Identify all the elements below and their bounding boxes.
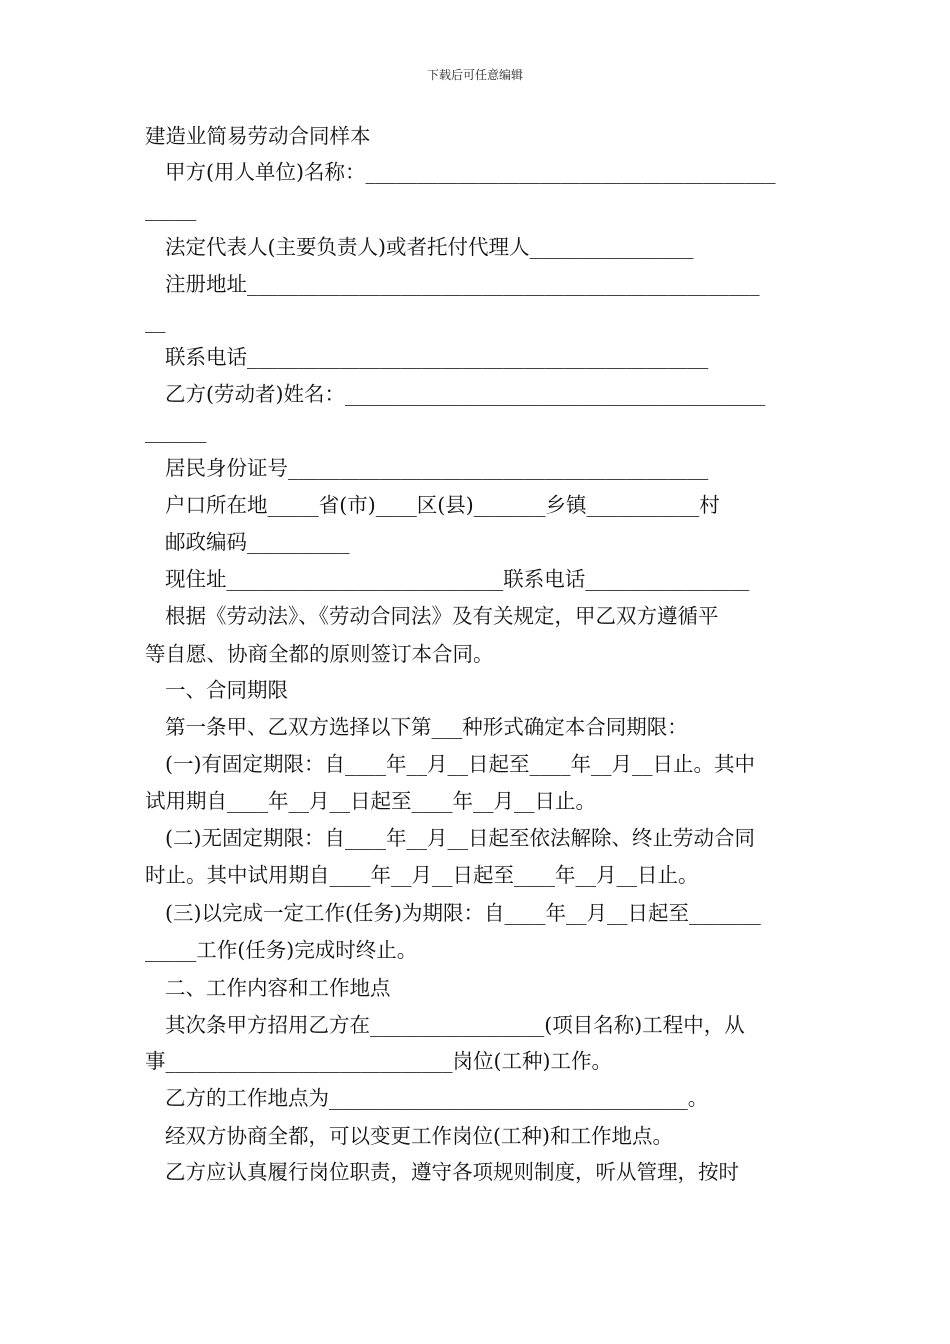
postal-code-line: 邮政编码__________	[165, 530, 350, 554]
party-a-phone-line: 联系电话_____________________________________________	[165, 345, 709, 369]
work-location-line: 乙方的工作地点为___________________________________。	[165, 1086, 709, 1110]
party-a-name-continuation: _____	[145, 197, 197, 221]
article-one-line: 第一条甲、乙双方选择以下第___种形式确定本合同期限：	[165, 715, 688, 739]
legal-representative-line: 法定代表人(主要负责人)或者托付代理人________________	[165, 235, 694, 259]
article-two-line-2: 事____________________________岗位(工种)工作。	[145, 1049, 612, 1073]
open-term-line-2: 时止。其中试用期自____年__月__日起至____年__月__日止。	[145, 863, 699, 887]
registered-address-line: 注册地址__________________________________________________	[165, 272, 760, 296]
section-heading-contract-term: 一、合同期限	[165, 678, 288, 702]
party-a-name-line: 甲方(用人单位)名称：________________________________________	[165, 160, 776, 184]
current-address-line: 现住址___________________________联系电话________________	[165, 567, 750, 591]
party-b-name-continuation: ______	[145, 419, 207, 443]
document-title: 建造业简易劳动合同样本	[145, 124, 371, 148]
page-header: 下载后可任意编辑	[426, 68, 523, 82]
party-b-name-line: 乙方(劳动者)姓名：_________________________________________	[165, 382, 766, 406]
fixed-term-line-1: (一)有固定期限：自____年__月__日起至____年__月__日止。其中	[165, 752, 755, 776]
task-term-line-2: _____工作(任务)完成时终止。	[145, 938, 418, 962]
task-term-line-1: (三)以完成一定工作(任务)为期限：自____年__月__日起至_______	[165, 901, 761, 925]
fixed-term-line-2: 试用期自____年__月__日起至____年__月__日止。	[145, 789, 596, 813]
preamble-paragraph-line-1: 根据《劳动法》、《劳动合同法》及有关规定，甲乙双方遵循平	[165, 604, 719, 628]
open-term-line-1: (二)无固定期限：自____年__月__日起至依法解除、终止劳动合同	[165, 826, 755, 850]
id-number-line: 居民身份证号_________________________________________	[165, 456, 709, 480]
registered-address-continuation: __	[145, 309, 166, 333]
position-change-line: 经双方协商全都，可以变更工作岗位(工种)和工作地点。	[165, 1124, 673, 1148]
duties-line: 乙方应认真履行岗位职责，遵守各项规则制度，听从管理，按时	[165, 1160, 739, 1184]
household-registration-line: 户口所在地_____省(市)____区(县)_______乡镇___________村	[165, 493, 720, 517]
article-two-line-1: 其次条甲方招用乙方在_________________(项目名称)工程中，从	[165, 1013, 745, 1037]
section-heading-work-content: 二、工作内容和工作地点	[165, 976, 391, 1000]
preamble-paragraph-line-2: 等自愿、协商全都的原则签订本合同。	[145, 642, 494, 666]
